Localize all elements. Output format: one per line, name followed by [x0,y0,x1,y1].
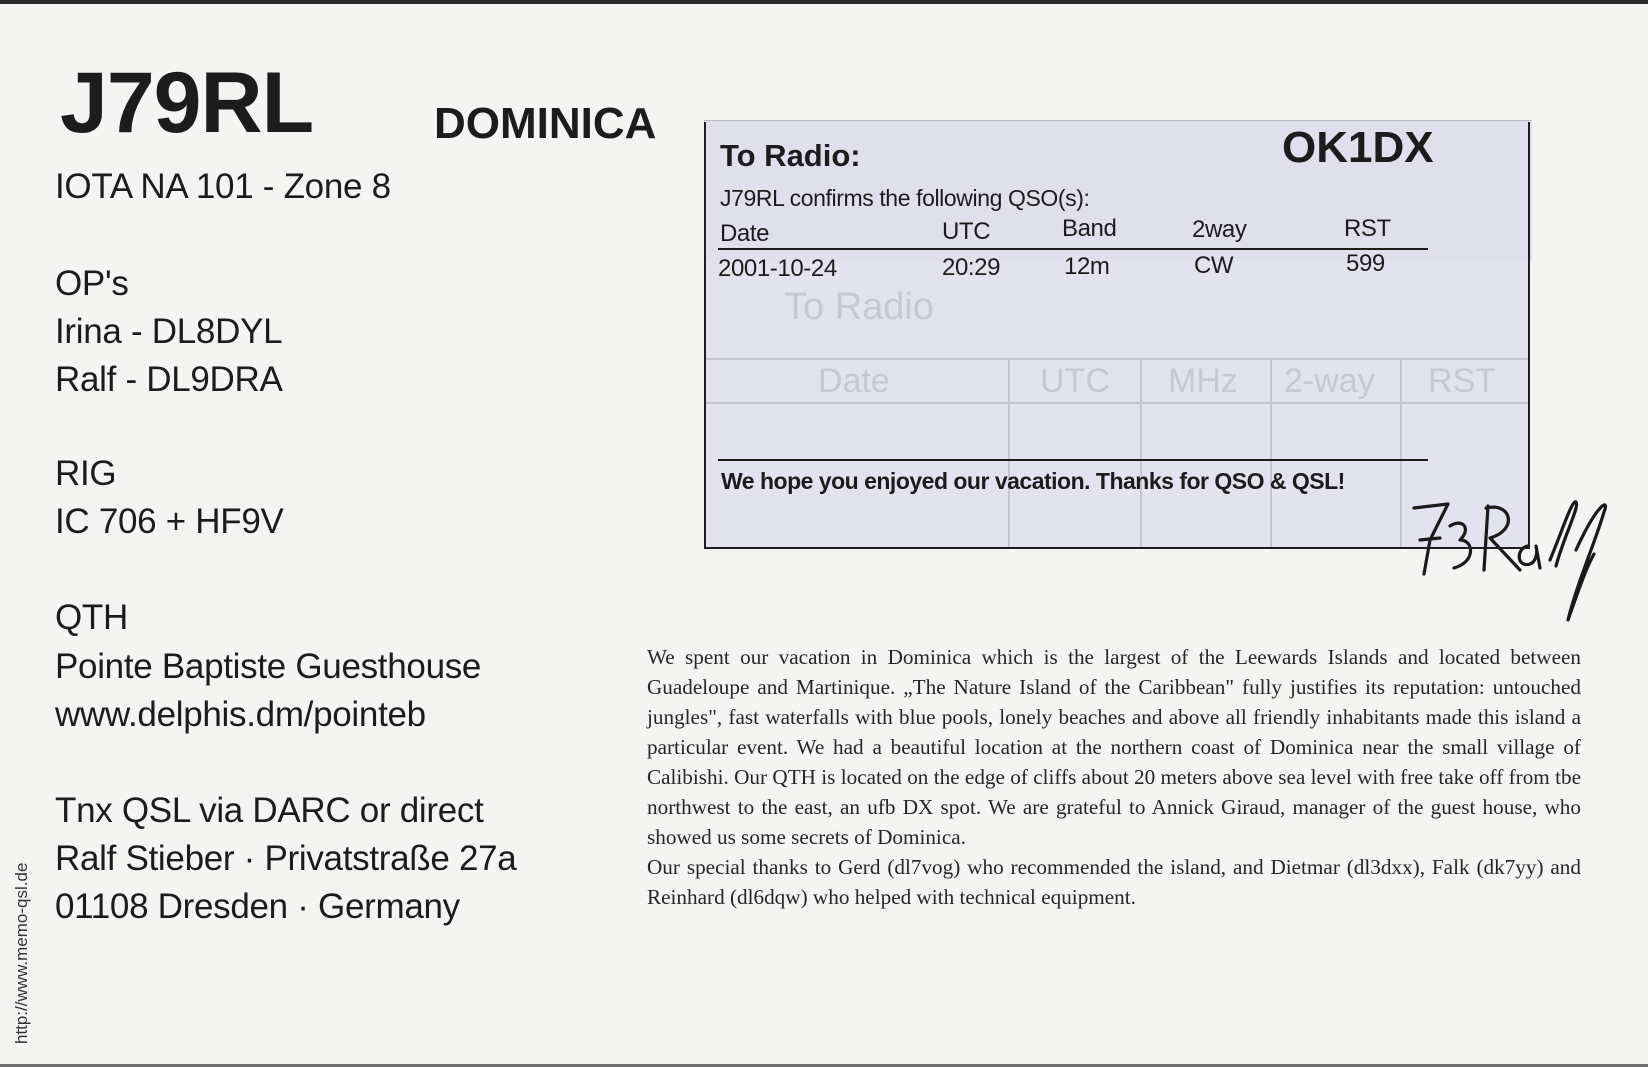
operator-item: Ralf - DL9DRA [55,360,283,399]
underlay-col-mhz: MHz [1168,362,1238,400]
column-header-rst: RST [1344,215,1391,242]
qth-name: Pointe Baptiste Guesthouse [55,647,482,686]
underlay-col-utc: UTC [1040,362,1110,400]
confirm-text: J79RL confirms the following QSO(s): [720,185,1090,211]
column-header-band: Band [1062,215,1117,242]
operator-item: Irina - DL8DYL [55,312,283,351]
signature [1400,496,1610,626]
column-header-utc: UTC [942,218,991,245]
table-cell-utc: 20:29 [942,254,1001,281]
callsign-title: J79RL [60,55,314,151]
rig-heading: RIG [55,454,117,493]
rig-value: IC 706 + HF9V [55,502,284,541]
story-paragraph: We spent our vacation in Dominica which is the largest of the Leewards Islands and located between Guadeloupe and Martinique. „The Nature Island of the Caribbean" fully justifies its reputation: untouched jungles", fast waterfalls with blue pools, lonely beaches and above all friendly inhabitants made this island a particular event. We had a beautiful location at the northern coast of Dominica near the small village of Calibishi. Our QTH is located on the edge of cliffs about 20 meters above sea level with free take off from tbe northwest to the east, an ufb DX spot. We are grateful to Annick Giraud, manager of the guest house, who showed us some secrets of Dominica. [647,645,1581,849]
qth-heading: QTH [55,598,128,637]
table-cell-band: 12m [1064,253,1110,280]
table-cell-date: 2001-10-24 [718,255,837,282]
story-paragraph: Our special thanks to Gerd (dl7vog) who recommended the island, and Dietmar (dl3dxx), Falk (dk7yy) and Reinhard (dl6dqw) who helped with technical equipment. [647,855,1581,909]
table-cell-rst: 599 [1346,250,1385,277]
qsl-via-line: Tnx QSL via DARC or direct [55,791,484,830]
column-header-2way: 2way [1192,216,1247,243]
column-header-date: Date [720,220,770,247]
address-line-1: Ralf Stieber · Privatstraße 27a [55,839,517,878]
iota-zone-line: IOTA NA 101 - Zone 8 [55,167,391,206]
address-line-2: 01108 Dresden · Germany [55,887,460,926]
qth-url: www.delphis.dm/pointeb [55,695,426,734]
story-text [647,642,1581,912]
to-radio-callsign: OK1DX [1282,123,1434,172]
to-radio-label: To Radio: [720,138,861,173]
underlay-col-rst: RST [1428,362,1496,400]
table-cell-mode: CW [1194,252,1234,279]
operators-heading: OP's [55,264,129,303]
underlay-to-radio: To Radio [784,286,934,328]
printer-url: http://www.memo-qsl.de [12,862,31,1044]
country-title: DOMINICA [434,99,657,148]
underlay-col-2way: 2-way [1284,362,1375,400]
confirmation-box-frame [704,122,1530,549]
underlay-col-date: Date [818,362,890,400]
thanks-text: We hope you enjoyed our vacation. Thanks for QSO & QSL! [721,468,1345,494]
